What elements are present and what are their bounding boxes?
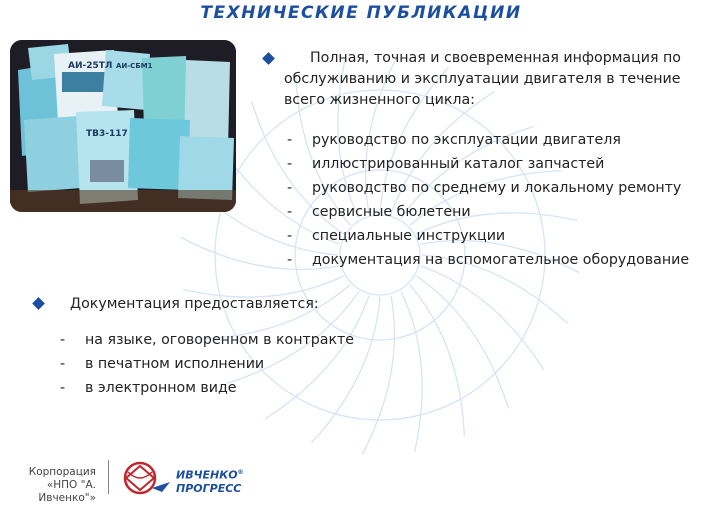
manuals-photo: [10, 40, 236, 212]
page-title: ТЕХНИЧЕСКИЕ ПУБЛИКАЦИИ: [200, 3, 522, 23]
corporation-line-2: «НПО "А. Ивченко"»: [38, 479, 96, 504]
brand-line-1: ИВЧЕНКО: [176, 468, 238, 482]
book-label-1: АИ-25ТЛ: [68, 61, 113, 71]
watermark-blade: [410, 285, 465, 437]
book-label-2: АИ-СБМ1: [116, 62, 153, 70]
list-item: - документация на вспомогательное оборудование: [287, 252, 690, 268]
watermark-blade: [401, 291, 422, 452]
documentation-heading: Документация предоставляется:: [70, 296, 319, 312]
brand-logo-icon: ИВЧЕНКО® ПРОГРЕСС: [176, 468, 244, 495]
intro-line-2: обслуживанию и эксплуатации двигателя в течение: [284, 71, 681, 87]
documentation-list: [60, 328, 400, 400]
list-item: - руководство по среднему и локальному ремонту: [287, 180, 682, 196]
intro-line-3: всего жизненного цикла:: [284, 92, 475, 108]
list-item: - руководство по эксплуатации двигателя: [287, 132, 621, 148]
intro-line-1: Полная, точная и своевременная информация по: [310, 50, 681, 66]
footer-divider: [108, 460, 109, 494]
book-label-3: ТВ3-117: [86, 129, 128, 139]
corporation-line-1: Корпорация: [28, 466, 96, 478]
corporation-name: [4, 466, 96, 505]
list-item: - иллюстрированный каталог запчастей: [287, 156, 605, 172]
diamond-bullet-icon: [32, 297, 45, 310]
list-item: - специальные инструкции: [287, 228, 506, 244]
list-item: - в печатном исполнении: [60, 356, 265, 372]
list-item: - сервисные бюлетени: [287, 204, 471, 220]
manuals-image: [10, 40, 236, 212]
intro-text: [284, 48, 704, 111]
list-item: - на языке, оговоренном в контракте: [60, 332, 355, 348]
corporation-logo-icon: [118, 458, 172, 498]
list-item: - в электронном виде: [60, 380, 237, 396]
brand-line-2: ПРОГРЕСС: [176, 481, 242, 495]
watermark-blade: [421, 266, 544, 370]
watermark-blade: [416, 276, 508, 408]
publications-list: [287, 128, 707, 272]
